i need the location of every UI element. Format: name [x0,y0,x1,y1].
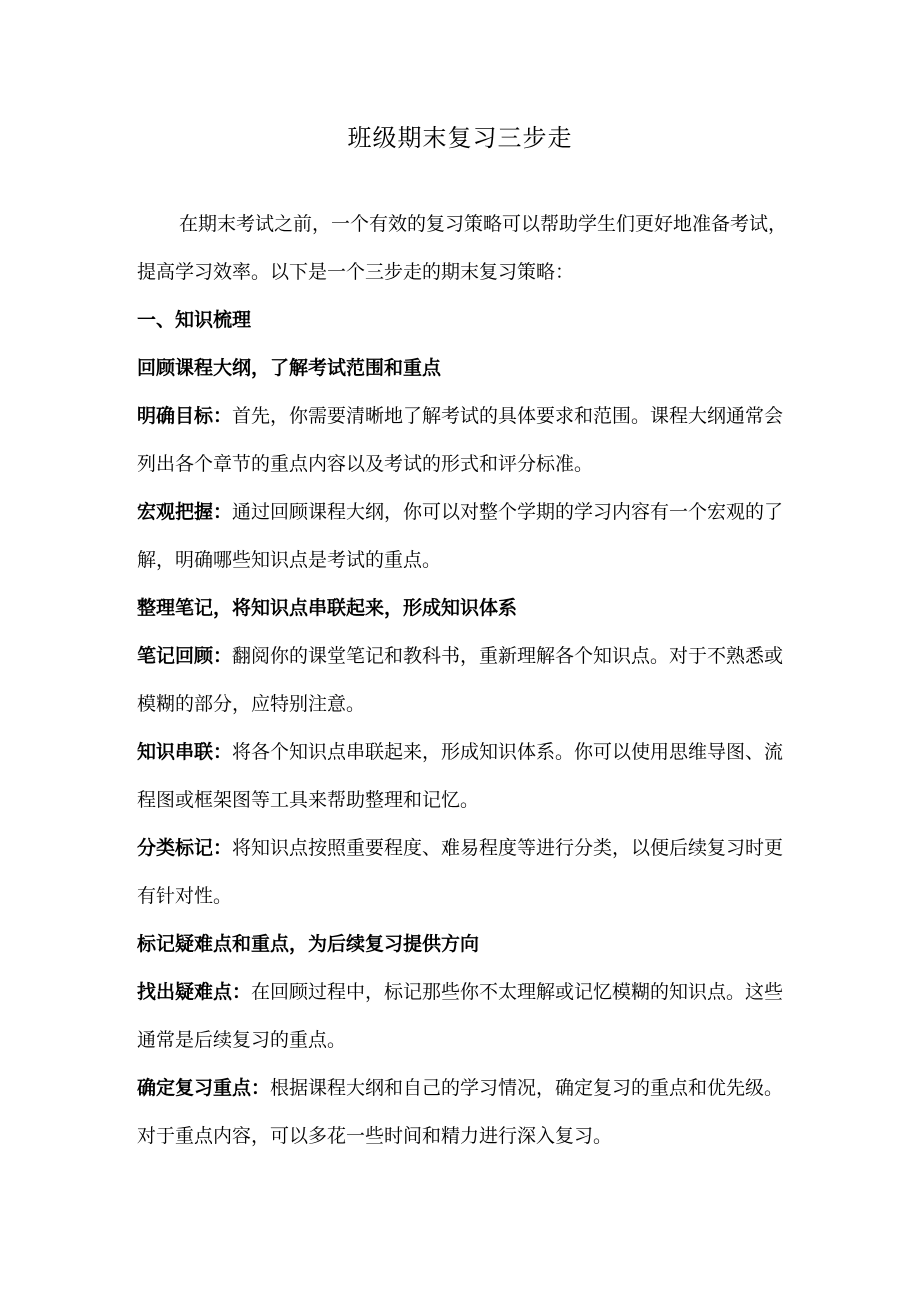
intro-paragraph: 在期末考试之前，一个有效的复习策略可以帮助学生们更好地准备考试，提高学习效率。以下是一个三步走的期末复习策略： [137,213,788,283]
term-label: 宏观把握： [137,501,233,523]
term-label: 找出疑难点： [137,981,252,1003]
paragraph-note-review [137,632,789,728]
term-text: 通过回顾课程大纲，你可以对整个学期的学习内容有一个宏观的了解，明确哪些知识点是考试的重点。 [137,501,784,571]
paragraph-classify-mark [137,824,789,920]
subsection-heading-3: 标记疑难点和重点，为后续复习提供方向 [137,933,480,955]
document-title: 班级期末复习三步走 [347,124,573,152]
term-label: 笔记回顾： [137,645,233,667]
paragraph-review-focus [137,1064,789,1160]
term-label: 确定复习重点： [137,1077,271,1099]
term-label: 知识串联： [137,741,233,763]
paragraph-knowledge-link [137,728,789,824]
section-heading: 一、知识梳理 [137,309,252,331]
term-text: 根据课程大纲和自己的学习情况，确定复习的重点和优先级。对于重点内容，可以多花一些时间和精力进行深入复习。 [137,1077,784,1147]
term-text: 首先，你需要清晰地了解考试的具体要求和范围。课程大纲通常会列出各个章节的重点内容以及考试的形式和评分标准。 [137,405,784,475]
term-text: 将各个知识点串联起来，形成知识体系。你可以使用思维导图、流程图或框架图等工具来帮助整理和记忆。 [137,741,784,811]
term-label: 分类标记： [137,837,233,859]
paragraph-macro-grasp [137,488,789,584]
document-body [137,200,789,1160]
term-label: 明确目标： [137,405,233,427]
term-text: 在回顾过程中，标记那些你不太理解或记忆模糊的知识点。这些通常是后续复习的重点。 [137,981,784,1051]
term-text: 将知识点按照重要程度、难易程度等进行分类，以便后续复习时更有针对性。 [137,837,784,907]
paragraph-find-difficulties [137,968,789,1064]
paragraph-clear-goal [137,392,789,488]
subsection-heading-2: 整理笔记，将知识点串联起来，形成知识体系 [137,597,518,619]
subsection-heading-1: 回顾课程大纲，了解考试范围和重点 [137,357,442,379]
term-text: 翻阅你的课堂笔记和教科书，重新理解各个知识点。对于不熟悉或模糊的部分，应特别注意。 [137,645,784,715]
